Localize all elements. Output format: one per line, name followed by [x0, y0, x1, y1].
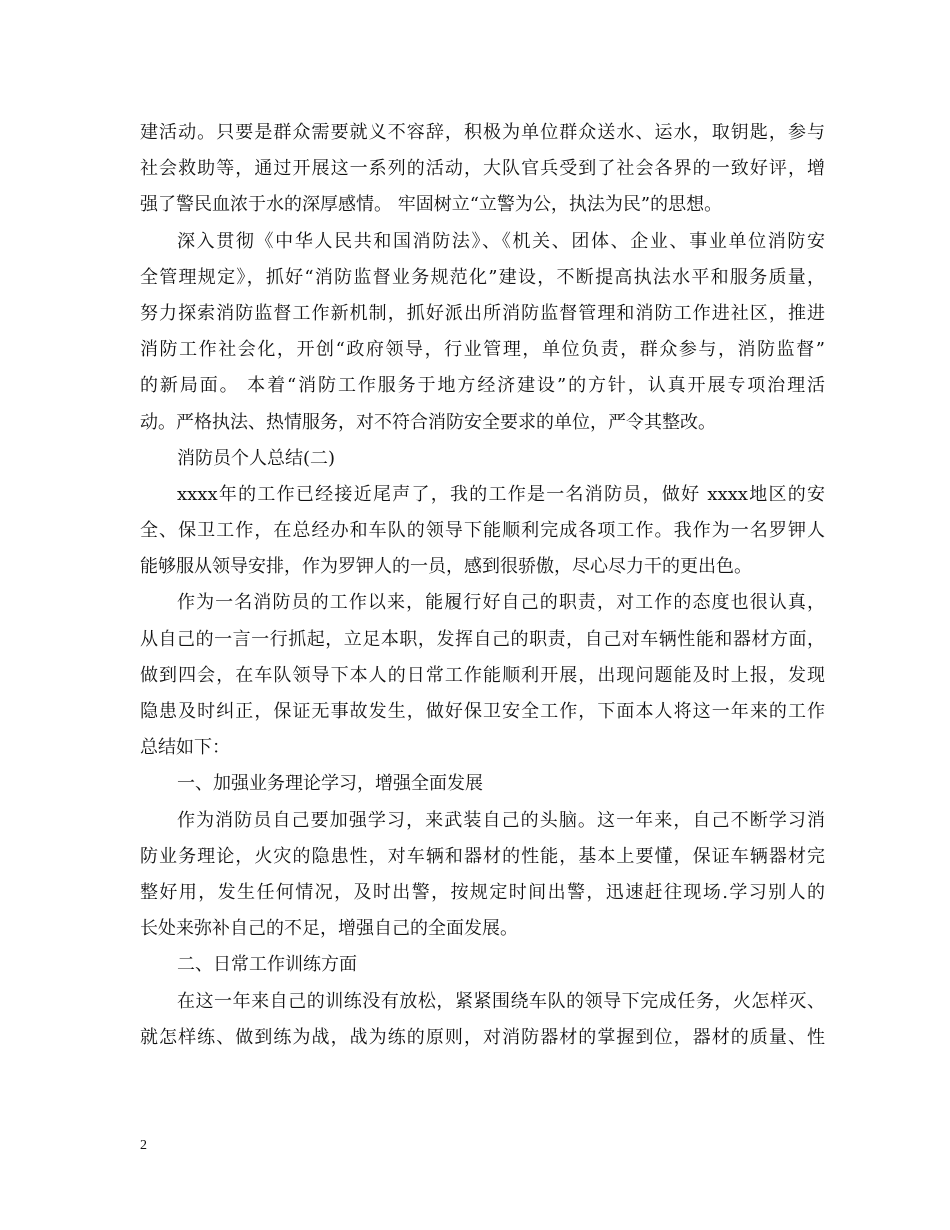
page-number: 2	[140, 1138, 147, 1153]
text-line: 深入贯彻《中华人民共和国消防法》、《机关、团体、企业、事业单位消防安	[177, 230, 825, 252]
text-line: 能够服从领导安排，作为罗钾人的一员，感到很骄傲，尽心尽力干的更出色。	[140, 556, 752, 578]
text-line: 全管理规定》，抓好“消防监督业务规范化”建设，不断提高执法水平和服务质量，	[140, 266, 825, 288]
text-line: 作为消防员自己要加强学习，来武装自己的头脑。这一年来，自己不断学习消	[177, 809, 825, 831]
text-line: 防业务理论，火灾的隐患性，对车辆和器材的性能，基本上要懂，保证车辆器材完	[140, 845, 825, 867]
document-body	[140, 115, 825, 1056]
text-line: 长处来弥补自己的不足，增强自己的全面发展。	[140, 918, 518, 940]
text-line: xxxx年的工作已经接近尾声了，我的工作是一名消防员，做好 xxxx地区的安	[177, 483, 825, 505]
text-line: 努力探索消防监督工作新机制，抓好派出所消防监督管理和消防工作进社区，推进	[140, 302, 825, 324]
text-line: 从自己的一言一行抓起，立足本职，发挥自己的职责，自己对车辆性能和器材方面，	[140, 628, 825, 650]
text-line: 一、加强业务理论学习，增强全面发展	[177, 773, 483, 795]
text-line: 作为一名消防员的工作以来，能履行好自己的职责，对工作的态度也很认真，	[177, 592, 825, 614]
text-line: 二、日常工作训练方面	[177, 954, 357, 976]
text-line: 社会救助等，通过开展这一系列的活动，大队官兵受到了社会各界的一致好评，增	[140, 158, 825, 180]
text-line: 全、保卫工作，在总经办和车队的领导下能顺利完成各项工作。我作为一名罗钾人	[140, 520, 825, 542]
text-line: 消防员个人总结(二)	[177, 447, 336, 469]
text-line: 整好用，发生任何情况，及时出警，按规定时间出警，迅速赶往现场.学习别人的	[140, 881, 825, 903]
text-line: 动。严格执法、热情服务，对不符合消防安全要求的单位，严令其整改。	[140, 411, 716, 433]
text-line: 做到四会，在车队领导下本人的日常工作能顺利开展，出现问题能及时上报，发现	[140, 664, 825, 686]
text-line: 隐患及时纠正，保证无事故发生，做好保卫安全工作，下面本人将这一年来的工作	[140, 701, 825, 722]
text-line: 建活动。只要是群众需要就义不容辞，积极为单位群众送水、运水，取钥匙，参与	[140, 122, 825, 143]
text-line: 强了警民血浓于水的深厚感情。 牢固树立“立警为公，执法为民”的思想。	[140, 194, 723, 216]
text-line: 的新局面。 本着“消防工作服务于地方经济建设”的方针，认真开展专项治理活	[140, 375, 825, 397]
text-line: 总结如下：	[140, 737, 230, 759]
text-line: 就怎样练、做到练为战，战为练的原则，对消防器材的掌握到位，器材的质量、性	[140, 1026, 825, 1048]
text-line: 在这一年来自己的训练没有放松，紧紧围绕车队的领导下完成任务，火怎样灭、	[177, 990, 825, 1012]
text-line: 消防工作社会化，开创“政府领导，行业管理，单位负责，群众参与，消防监督”	[140, 339, 825, 361]
